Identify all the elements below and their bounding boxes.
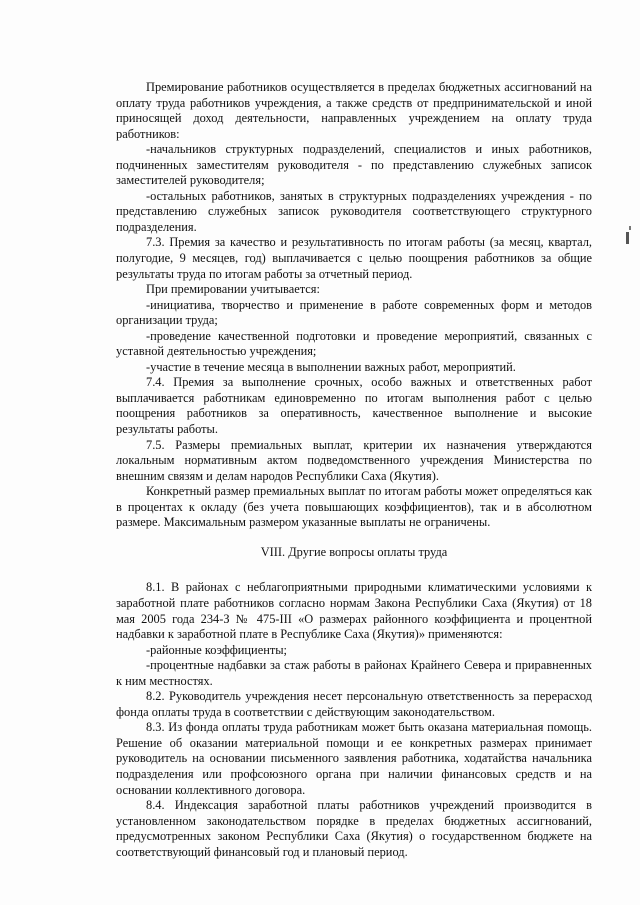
paragraph-8-4: 8.4. Индексация заработной платы работников учреждений производится в установленном законодательством порядке в пределах бюджетных ассигнований, предусмотренных законом Республики Саха (Якутия) о государственном бюджете на соответствующий финансовый год и плановый период.: [116, 798, 592, 859]
paragraph-events: -проведение качественной подготовки и проведение мероприятий, связанных с уставной деятельностью учреждения;: [116, 328, 592, 359]
paragraph-initiative: -инициатива, творчество и применение в работе современных форм и методов организации труда;: [116, 297, 592, 328]
paragraph-8-1: 8.1. В районах с неблагоприятными природными климатическими условиями к заработной плате работников согласно нормам Закона Республики Саха (Якутия) от 18 мая 2005 года 234-З № 475-III «О размерах районного коэффициента и процентной надбавки к заработной плате в Республике Саха (Якутия)» применяются:: [116, 580, 592, 642]
paragraph-participation: -участие в течение месяца в выполнении важных работ, мероприятий.: [146, 359, 516, 374]
paragraph-bonus-intro: Премирование работников осуществляется в пределах бюджетных ассигнований на оплату труда работников учреждения, а также средств от предпринимательской и иной приносящей доход деятельности, направленных учреждением на оплату труда работников:: [116, 80, 592, 141]
paragraph-percent-bonuses: -процентные надбавки за стаж работы в районах Крайнего Севера и приравненных к ним местностях.: [116, 658, 592, 688]
scan-artifact: [626, 232, 629, 244]
paragraph-considered: При премировании учитывается:: [146, 282, 320, 297]
paragraph-bonus-others: -остальных работников, занятых в структурных подразделениях учреждения - по представлению служебных записок руководителя соответствующего структурного подразделения.: [116, 188, 592, 234]
scan-artifact: [629, 226, 631, 230]
paragraph-regional-coefficients: -районные коэффициенты;: [146, 642, 288, 657]
paragraph-7-4: 7.4. Премия за выполнение срочных, особо важных и ответственных работ выплачивается работникам единовременно по итогам выполнения работ с целью поощрения работников за оперативность, качественное выполнение и высокие результаты работы.: [116, 375, 592, 437]
document-body: [116, 80, 592, 860]
section-title: VIII. Другие вопросы оплаты труда: [260, 544, 448, 559]
paragraph-bonus-heads: -начальников структурных подразделений, специалистов и иных работников, подчиненных заместителям руководителя - по представлению служебных записок заместителей руководителя;: [116, 142, 592, 188]
paragraph-7-5: 7.5. Размеры премиальных выплат, критерии их назначения утверждаются локальным нормативным актом подведомственного учреждения Министерства по внешним связям и делам народов Республики Саха (Якутия).: [116, 437, 592, 483]
paragraph-8-2: 8.2. Руководитель учреждения несет персональную ответственность за перерасход фонда оплаты труда в соответствии с действующим законодательством.: [116, 689, 592, 719]
paragraph-8-3: 8.3. Из фонда оплаты труда работникам может быть оказана материальная помощь. Решение об оказании материальной помощи и ее конкретных размерах принимает руководитель на основании письменного заявления работника, ходатайства начальника подразделения или профсоюзного органа при наличии финансовых средств и на основании коллективного договора.: [116, 720, 592, 797]
paragraph-7-3: 7.3. Премия за качество и результативность по итогам работы (за месяц, квартал, полугодие, 9 месяцев, год) выплачивается с целью поощрения работников за общие результаты труда по итогам работы за отчетный период.: [116, 235, 592, 281]
paragraph-specific-size: Конкретный размер премиальных выплат по итогам работы может определяться как в процентах к окладу (без учета повышающих коэффициентов), так и в абсолютном размере. Максимальным размером указанные выплаты не ограничены.: [116, 484, 592, 530]
